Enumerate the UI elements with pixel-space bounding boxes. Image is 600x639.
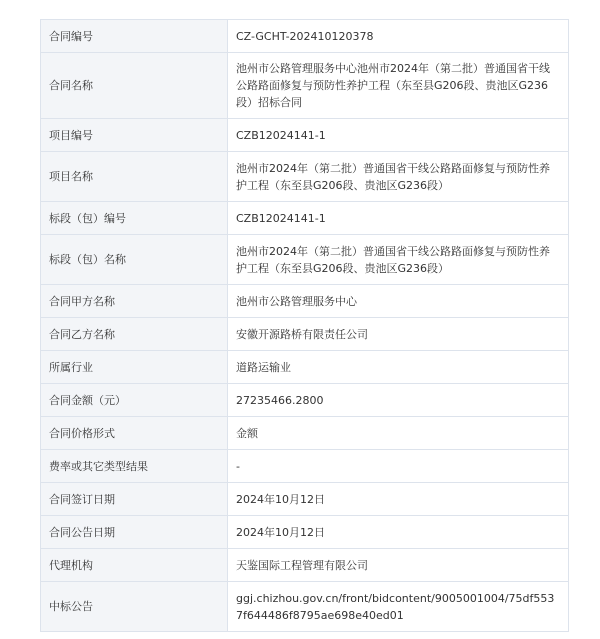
row-label: 合同名称 — [41, 53, 228, 119]
row-label: 合同编号 — [41, 20, 228, 53]
row-value: CZB12024141-1 — [228, 119, 569, 152]
row-value: 金额 — [228, 417, 569, 450]
row-value: 2024年10月12日 — [228, 483, 569, 516]
row-label: 标段（包）编号 — [41, 202, 228, 235]
row-label: 项目编号 — [41, 119, 228, 152]
row-label: 合同乙方名称 — [41, 318, 228, 351]
row-label: 合同公告日期 — [41, 516, 228, 549]
table-row — [41, 152, 569, 202]
row-value: CZB12024141-1 — [228, 202, 569, 235]
table-row — [41, 20, 569, 53]
row-value: 池州市2024年（第二批）普通国省干线公路路面修复与预防性养护工程（东至县G206段、贵池区G236段） — [228, 152, 569, 202]
row-label: 合同签订日期 — [41, 483, 228, 516]
table-row — [41, 549, 569, 582]
row-label: 合同金额（元） — [41, 384, 228, 417]
row-label: 标段（包）名称 — [41, 235, 228, 285]
table-row — [41, 450, 569, 483]
row-value: 27235466.2800 — [228, 384, 569, 417]
row-label: 费率或其它类型结果 — [41, 450, 228, 483]
row-value: 2024年10月12日 — [228, 516, 569, 549]
contract-info-panel — [40, 19, 569, 632]
table-row — [41, 516, 569, 549]
bid-announcement-link[interactable]: ggj.chizhou.gov.cn/front/bidcontent/9005001004/75df5537f644486f8795ae698e40ed01 — [228, 582, 569, 632]
table-row — [41, 119, 569, 152]
table-row — [41, 318, 569, 351]
row-value: 池州市公路管理服务中心池州市2024年（第二批）普通国省干线公路路面修复与预防性养护工程（东至县G206段、贵池区G236段）招标合同 — [228, 53, 569, 119]
table-row — [41, 53, 569, 119]
row-value: 池州市公路管理服务中心 — [228, 285, 569, 318]
row-value: 安徽开源路桥有限责任公司 — [228, 318, 569, 351]
table-row — [41, 582, 569, 632]
contract-info-table — [40, 19, 569, 632]
row-label: 代理机构 — [41, 549, 228, 582]
table-row — [41, 285, 569, 318]
table-row — [41, 417, 569, 450]
row-label: 项目名称 — [41, 152, 228, 202]
row-label: 中标公告 — [41, 582, 228, 632]
row-label: 合同价格形式 — [41, 417, 228, 450]
row-value: 池州市2024年（第二批）普通国省干线公路路面修复与预防性养护工程（东至县G206段、贵池区G236段） — [228, 235, 569, 285]
row-value: 道路运输业 — [228, 351, 569, 384]
row-label: 合同甲方名称 — [41, 285, 228, 318]
table-row — [41, 483, 569, 516]
row-label: 所属行业 — [41, 351, 228, 384]
table-row — [41, 351, 569, 384]
table-row — [41, 384, 569, 417]
row-value: CZ-GCHT-202410120378 — [228, 20, 569, 53]
table-row — [41, 235, 569, 285]
table-row — [41, 202, 569, 235]
row-value: - — [228, 450, 569, 483]
row-value: 天鉴国际工程管理有限公司 — [228, 549, 569, 582]
